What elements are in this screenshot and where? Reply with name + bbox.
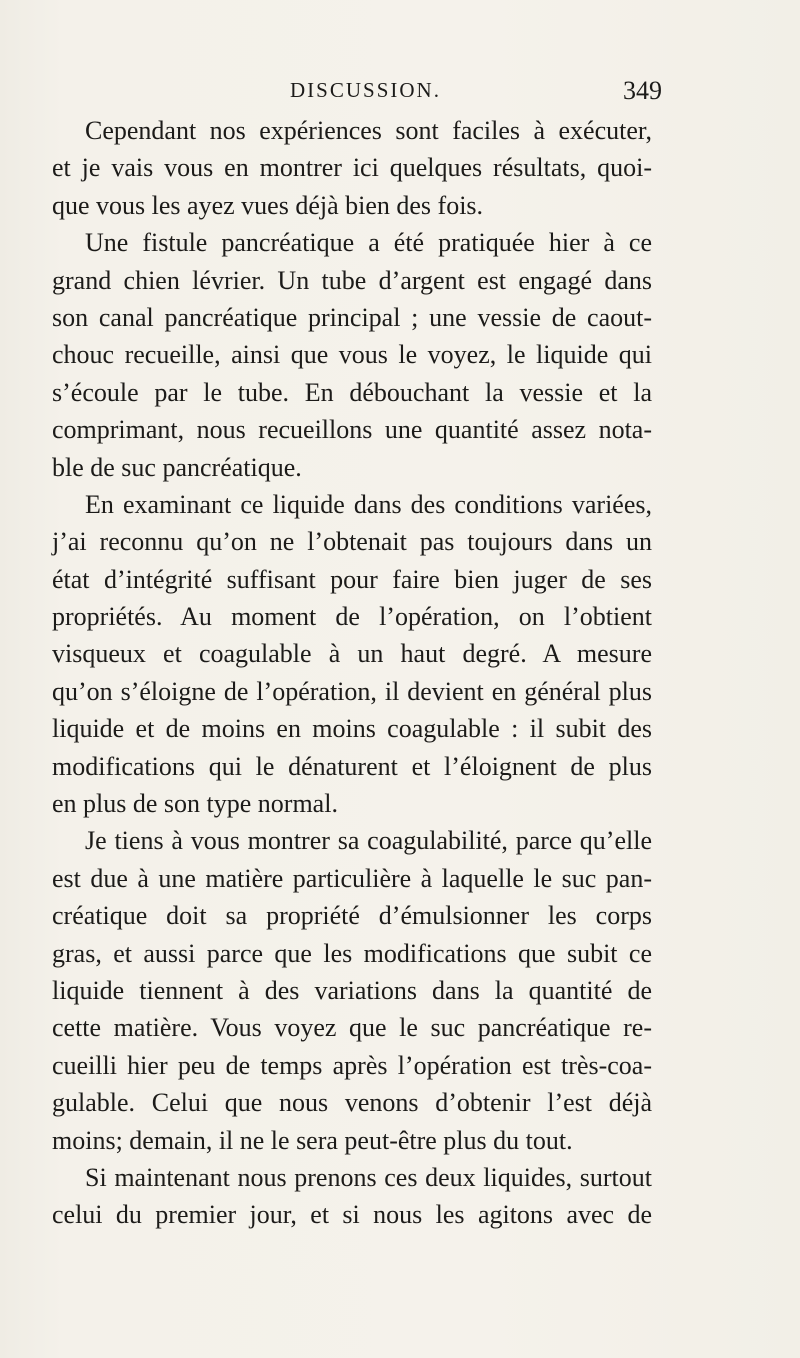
text-line: ble de suc pancréatique. [52, 452, 302, 482]
text-line: modifications qui le dénaturent et l’éloignent de plus [52, 751, 652, 781]
body-text [52, 112, 652, 1234]
text-line: et je vais vous en montrer ici quelques résultats, quoi- [52, 153, 652, 183]
text-line: gras, et aussi parce que les modifications que subit ce [52, 938, 652, 968]
text-line: en plus de son type normal. [52, 789, 338, 819]
text-line: grand chien lévrier. Un tube d’argent est engagé dans [52, 265, 652, 295]
running-head: DISCUSSION. [290, 78, 441, 102]
text-line: comprimant, nous recueillons une quantité assez nota- [52, 415, 652, 445]
text-line: chouc recueille, ainsi que vous le voyez, le liquide qui [52, 340, 652, 370]
text-line: j’ai reconnu qu’on ne l’obtenait pas toujours dans un [52, 527, 652, 557]
text-line: cueilli hier peu de temps après l’opération est très-coa- [52, 1050, 652, 1080]
text-line: est due à une matière particulière à laquelle le suc pan- [52, 863, 652, 893]
text-line: En examinant ce liquide dans des conditions variées, [85, 489, 652, 519]
text-line: état d’intégrité suffisant pour faire bien juger de ses [52, 564, 652, 594]
text-line: cette matière. Vous voyez que le suc pancréatique re- [52, 1013, 652, 1043]
text-line: propriétés. Au moment de l’opération, on l’obtient [52, 602, 652, 632]
text-line: que vous les ayez vues déjà bien des fois. [52, 190, 484, 220]
page-header [230, 76, 662, 110]
text-line: s’écoule par le tube. En débouchant la vessie et la [52, 377, 652, 407]
text-line: liquide tiennent à des variations dans la quantité de [52, 975, 652, 1005]
text-line: celui du premier jour, et si nous les agitons avec de [52, 1200, 652, 1230]
text-line: gulable. Celui que nous venons d’obtenir l’est déjà [52, 1088, 652, 1118]
text-line: liquide et de moins en moins coagulable : il subit des [52, 714, 652, 744]
text-line: Cependant nos expériences sont faciles à exécuter, [85, 116, 652, 145]
text-line: Si maintenant nous prenons ces deux liquides, surtout [85, 1162, 652, 1192]
text-line: son canal pancréatique principal ; une vessie de caout- [52, 302, 652, 332]
page-number: 349 [623, 76, 662, 105]
text-line: moins; demain, il ne le sera peut-être plus du tout. [52, 1125, 573, 1155]
text-line: Je tiens à vous montrer sa coagulabilité, parce qu’elle [85, 826, 652, 856]
text-line: Une fistule pancréatique a été pratiquée hier à ce [85, 228, 652, 258]
text-line: qu’on s’éloigne de l’opération, il devient en général plus [52, 676, 652, 706]
text-line: créatique doit sa propriété d’émulsionner les corps [52, 901, 652, 931]
text-line: visqueux et coagulable à un haut degré. A mesure [52, 639, 652, 669]
